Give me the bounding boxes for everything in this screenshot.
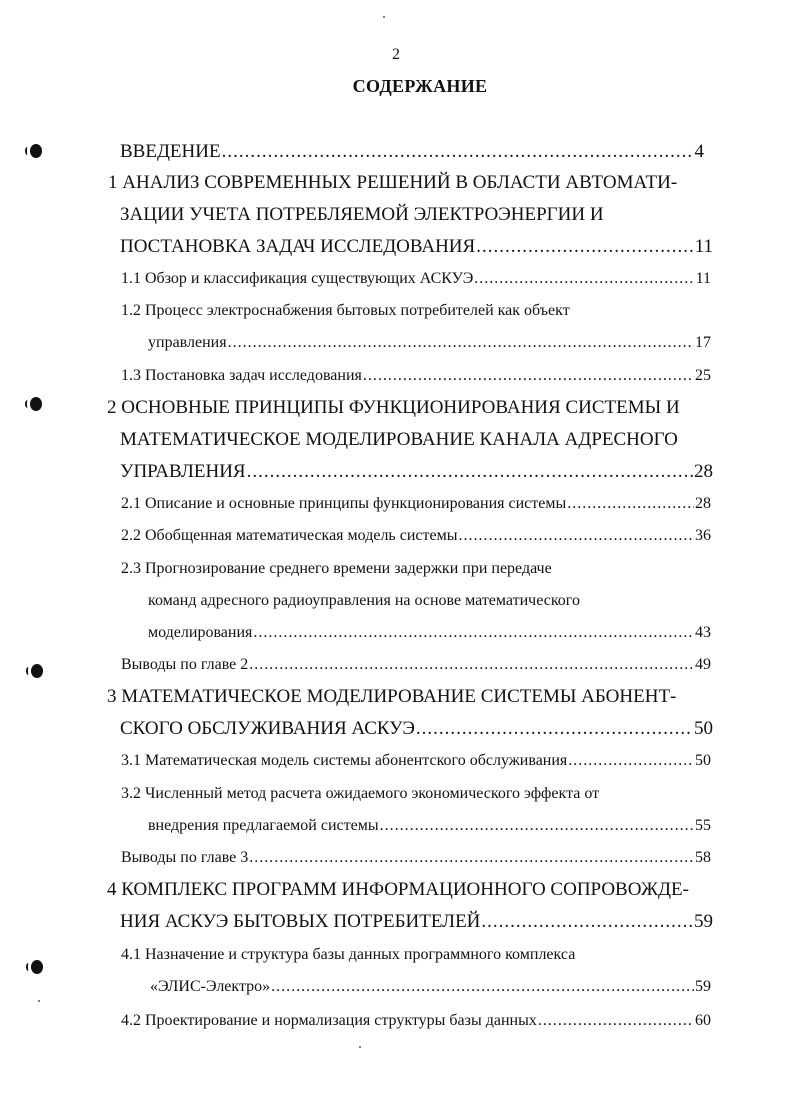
toc-section-3-2-line: 3.2 Численный метод расчета ожидаемого экономического эффекта от [121, 785, 600, 802]
binder-hole-mark [30, 144, 42, 158]
leader-dots [458, 527, 694, 545]
toc-entry-conclusions-2[interactable]: Выводы по главе 2 ..... 49 [121, 656, 711, 674]
toc-section-2-3-line: команд адресного радиоуправления на основе математического [148, 592, 580, 609]
toc-chapter-2-line: 2 ОСНОВНЫЕ ПРИНЦИПЫ ФУНКЦИОНИРОВАНИЯ СИСТЕМЫ И [107, 397, 680, 418]
leader-dots [474, 270, 694, 288]
leader-dots [228, 334, 694, 352]
toc-entry-2-1[interactable]: 2.1 Описание и основные принципы функционирования системы ..... 28 [121, 495, 711, 513]
leader-dots [363, 367, 694, 385]
leader-dots [481, 911, 693, 933]
toc-entry-chapter-3[interactable]: СКОГО ОБСЛУЖИВАНИЯ АСКУЭ ..... 50 [120, 718, 713, 740]
toc-entry-3-1[interactable]: 3.1 Математическая модель системы абонентского обслуживания ..... 50 [121, 752, 711, 770]
page-title: СОДЕРЖАНИЕ [352, 76, 488, 96]
toc-entry-3-2[interactable]: внедрения предлагаемой системы ..... 55 [148, 817, 711, 835]
leader-dots [247, 461, 693, 483]
binder-hole-mark [30, 397, 42, 411]
toc-entry-2-2[interactable]: 2.2 Обобщенная математическая модель системы ..... 36 [121, 527, 711, 545]
scan-speck [38, 1000, 40, 1002]
binder-hole-mark [31, 960, 43, 974]
page-number: 2 [392, 46, 400, 63]
toc-section-4-1-line: 4.1 Назначение и структура базы данных программного комплекса [121, 946, 576, 963]
leader-dots [222, 141, 694, 163]
scan-speck [383, 16, 385, 18]
leader-dots [249, 849, 694, 867]
toc-entry-chapter-1[interactable]: ПОСТАНОВКА ЗАДАЧ ИССЛЕДОВАНИЯ ..... 11 [120, 236, 713, 258]
toc-entry-chapter-4[interactable]: НИЯ АСКУЭ БЫТОВЫХ ПОТРЕБИТЕЛЕЙ ..... 59 [120, 911, 713, 933]
leader-dots [567, 495, 694, 513]
leader-dots [568, 752, 694, 770]
leader-dots [249, 656, 694, 674]
toc-chapter-2-line: МАТЕМАТИЧЕСКОЕ МОДЕЛИРОВАНИЕ КАНАЛА АДРЕСНОГО [120, 429, 678, 450]
leader-dots [380, 817, 694, 835]
toc-chapter-1-line: ЗАЦИИ УЧЕТА ПОТРЕБЛЯЕМОЙ ЭЛЕКТРОЭНЕРГИИ И [120, 204, 604, 225]
toc-chapter-3-line: 3 МАТЕМАТИЧЕСКОЕ МОДЕЛИРОВАНИЕ СИСТЕМЫ АБОНЕНТ- [107, 686, 677, 707]
toc-entry-intro[interactable]: ВВЕДЕНИЕ ..... 4 [120, 141, 704, 163]
leader-dots [538, 1012, 694, 1030]
binder-hole-mark [31, 664, 43, 678]
toc-chapter-4-line: 4 КОМПЛЕКС ПРОГРАММ ИНФОРМАЦИОННОГО СОПРОВОЖДЕ- [107, 879, 689, 900]
toc-entry-1-3[interactable]: 1.3 Постановка задач исследования ..... 25 [121, 367, 711, 385]
toc-entry-4-1[interactable]: «ЭЛИС-Электро» ..... 59 [150, 978, 711, 996]
toc-entry-4-2[interactable]: 4.2 Проектирование и нормализация структуры базы данных ..... 60 [121, 1012, 711, 1030]
leader-dots [476, 236, 694, 258]
toc-entry-conclusions-3[interactable]: Выводы по главе 3 ..... 58 [121, 849, 711, 867]
leader-dots [271, 978, 694, 996]
leader-dots [253, 624, 694, 642]
toc-entry-1-1[interactable]: 1.1 Обзор и классификация существующих АСКУЭ ..... 11 [121, 270, 711, 288]
toc-entry-chapter-2[interactable]: УПРАВЛЕНИЯ ..... 28 [120, 461, 713, 483]
scan-speck [359, 1046, 361, 1048]
toc-entry-1-2[interactable]: управления ..... 17 [148, 334, 711, 352]
toc-section-1-2-line: 1.2 Процесс электроснабжения бытовых потребителей как объект [121, 302, 570, 319]
leader-dots [416, 718, 693, 740]
toc-entry-2-3[interactable]: моделирования ..... 43 [148, 624, 711, 642]
toc-chapter-1-line: 1 АНАЛИЗ СОВРЕМЕННЫХ РЕШЕНИЙ В ОБЛАСТИ АВТОМАТИ- [108, 172, 678, 193]
toc-section-2-3-line: 2.3 Прогнозирование среднего времени задержки при передаче [121, 560, 552, 577]
